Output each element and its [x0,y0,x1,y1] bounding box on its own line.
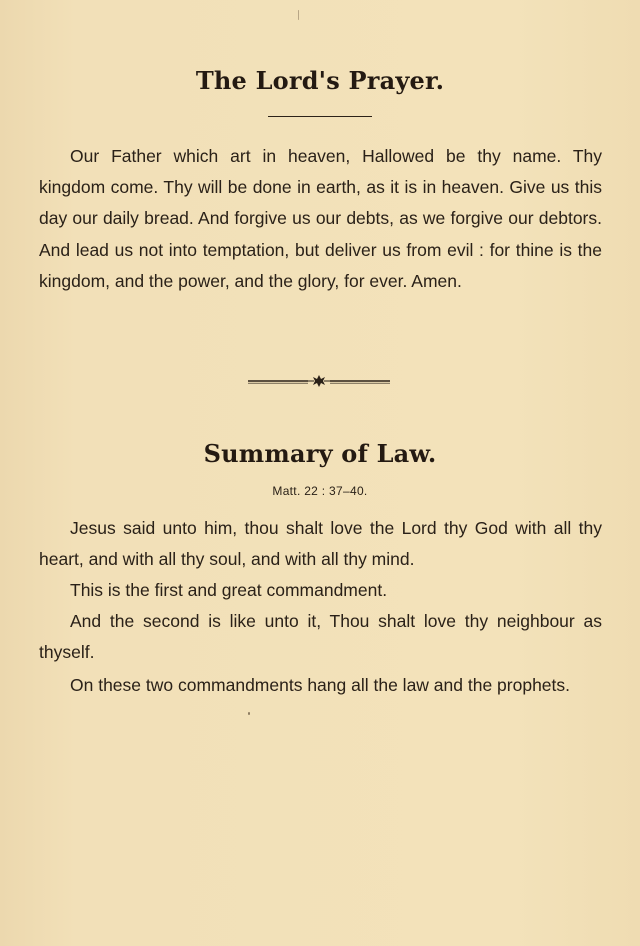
summary-paragraph-2: This is the first and great commandment. [70,580,388,600]
scripture-citation: Matt. 22 : 37–40. [272,484,368,498]
lords-prayer-title: The Lord's Prayer. [195,66,445,95]
lords-prayer-text: Our Father which art in heaven, Hallowed be thy name. Thy kingdom come. Thy will be done in earth, as it is in heaven. Give us this day our daily bread. And forgive us our debts, as we forgive our debtors. And lead us not into temptation, but deliver us from evil : for thine is the kingdom, and the power, and the glory, for ever. Amen. [39,146,602,291]
summary-paragraph-1: Jesus said unto him, thou shalt love the Lord thy God with all thy heart, and with all thy soul, and with all thy mind. [39,518,602,570]
paper-speck [298,10,299,20]
summary-paragraph-3: And the second is like unto it, Thou shalt love thy neighbour as thyself. [39,611,602,663]
paper-speck [248,712,250,715]
summary-paragraph-4: On these two commandments hang all the law and the prophets. [70,675,571,695]
summary-of-law-title: Summary of Law. [203,439,437,468]
cross-ornament-icon [248,374,390,388]
title-underline [268,116,372,117]
